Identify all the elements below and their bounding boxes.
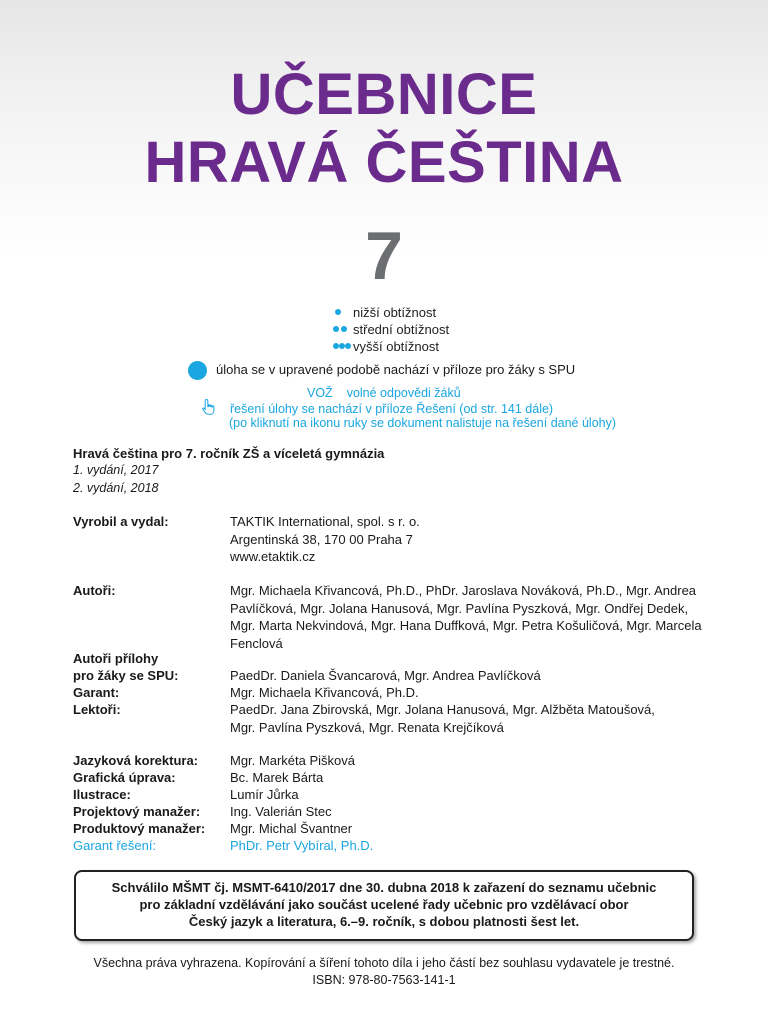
- authors-line: Fenclová: [230, 635, 283, 651]
- isbn: ISBN: 978-80-7563-141-1: [312, 973, 456, 987]
- legend-label: střední obtížnost: [353, 322, 450, 337]
- reviewers-list: [230, 701, 693, 736]
- graphics-label: Grafická úprava:: [73, 770, 176, 785]
- proofreading: Mgr. Markéta Pišková: [230, 753, 355, 768]
- spu-authors: PaedDr. Daniela Švancarová, Mgr. Andrea Pavlíčková: [230, 668, 541, 683]
- project-manager-label: Projektový manažer:: [73, 804, 201, 819]
- solution-legend-text: řešení úlohy se nachází v příloze Řešení (od str. 141 dále): [230, 402, 554, 416]
- voz-label: volné odpovědi žáků: [346, 386, 461, 400]
- solutions-guarantor: PhDr. Petr Vybíral, Ph.D.: [230, 838, 374, 853]
- pointing-hand-icon[interactable]: [201, 398, 217, 416]
- title-line-2: HRAVÁ ČEŠTINA: [144, 130, 624, 195]
- product-manager: Mgr. Michal Švantner: [230, 821, 353, 836]
- approval-line: pro základní vzdělávání jako součást ucelené řady učebnic pro vzdělávací obor: [139, 897, 629, 912]
- publisher-name: TAKTIK International, spol. s r. o.: [230, 514, 420, 529]
- authors-line: Mgr. Marta Nekvindová, Mgr. Hana Duffková, Mgr. Petra Košuličová, Mgr. Marcela: [230, 618, 702, 633]
- legend-label: vyšší obtížnost: [353, 339, 439, 354]
- solution-legend-note: (po kliknutí na ikonu ruky se dokument nalistuje na řešení dané úlohy): [229, 416, 617, 430]
- illustrations: Lumír Jůrka: [230, 787, 299, 802]
- product-manager-label: Produktový manažer:: [73, 821, 206, 836]
- spu-authors-label-1: Autoři přílohy: [73, 651, 159, 666]
- graphics: Bc. Marek Bárta: [230, 770, 324, 785]
- edition-2: 2. vydání, 2018: [73, 481, 159, 495]
- voz-legend: [307, 386, 461, 400]
- book-title: Hravá čeština pro 7. ročník ZŠ a víceletá gymnázia: [73, 446, 385, 461]
- publisher-info: [230, 513, 693, 566]
- reviewers-line: PaedDr. Jana Zbirovská, Mgr. Jolana Hanusová, Mgr. Alžběta Matoušová,: [230, 702, 655, 717]
- illustrations-label: Ilustrace:: [73, 787, 131, 802]
- reviewers-line: Mgr. Pavlína Pyszková, Mgr. Renata Krejčíková: [230, 719, 504, 735]
- edition-1: 1. vydání, 2017: [73, 463, 159, 477]
- ministry-approval-box: [74, 870, 694, 941]
- approval-line: Český jazyk a literatura, 6.–9. ročník, s dobou platnosti šest let.: [188, 914, 580, 929]
- approval-line: Schválilo MŠMT čj. MSMT-6410/2017 dne 30. dubna 2018 k zařazení do seznamu učebnic: [111, 880, 657, 895]
- guarantor: Mgr. Michaela Křivancová, Ph.D.: [230, 685, 419, 700]
- publisher-label: Vyrobil a vydal:: [73, 514, 169, 529]
- voz-abbreviation: VOŽ: [307, 386, 333, 400]
- publisher-address: Argentinská 38, 170 00 Praha 7: [230, 531, 413, 547]
- copyright-notice: Všechna práva vyhrazena. Kopírování a šíření tohoto díla i jeho částí bez souhlasu vydavatele je trestné.: [93, 956, 675, 970]
- grade-number: 7: [365, 218, 403, 294]
- blue-circle-icon: [188, 361, 207, 380]
- authors-label: Autoři:: [73, 583, 116, 598]
- solutions-guarantor-label: Garant řešení:: [73, 838, 157, 853]
- guarantor-label: Garant:: [73, 685, 120, 700]
- spu-authors-label-2: pro žáky se SPU:: [73, 668, 179, 683]
- authors-list: [230, 582, 702, 652]
- legend-label: nižší obtížnost: [353, 305, 437, 320]
- project-manager: Ing. Valerián Stec: [230, 804, 332, 819]
- spu-legend-text: úloha se v upravené podobě nachází v příloze pro žáky s SPU: [216, 362, 576, 377]
- authors-line: Mgr. Michaela Křivancová, Ph.D., PhDr. Jaroslava Nováková, Ph.D., Mgr. Andrea: [230, 583, 697, 598]
- authors-line: Pavlíčková, Mgr. Jolana Hanusová, Mgr. Pavlína Pyszková, Mgr. Ondřej Dedek,: [230, 600, 689, 616]
- publisher-website: www.etaktik.cz: [230, 549, 316, 564]
- proofreading-label: Jazyková korektura:: [73, 753, 199, 768]
- title-line-1: UČEBNICE: [230, 62, 538, 127]
- reviewers-label: Lektoři:: [73, 702, 121, 717]
